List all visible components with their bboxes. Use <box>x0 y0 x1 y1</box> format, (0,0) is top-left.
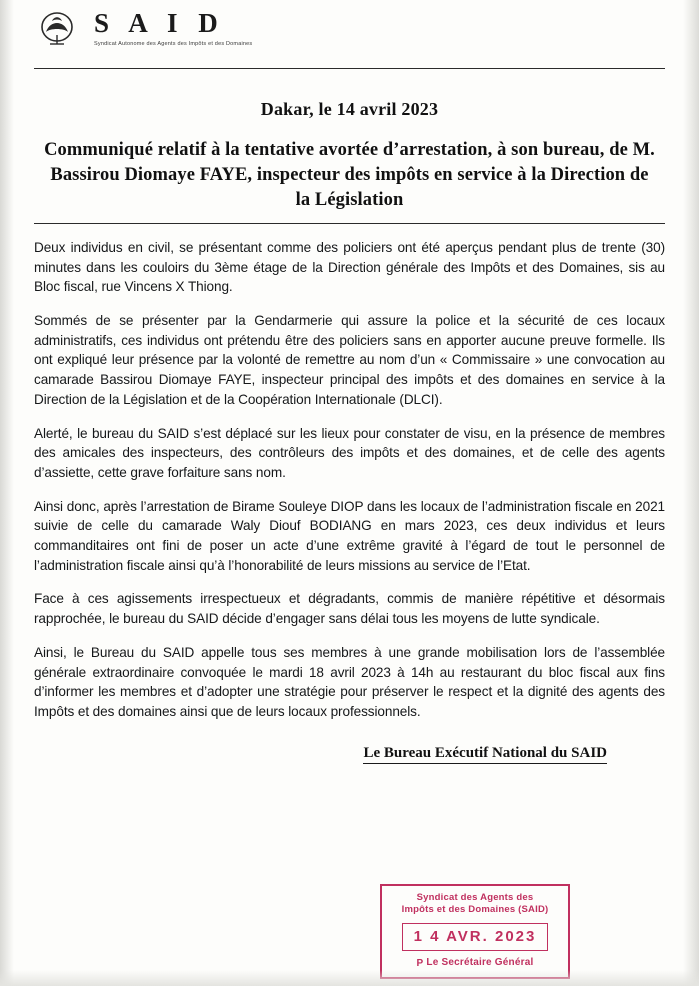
page-edge-bottom <box>0 970 699 986</box>
stamp-footer <box>390 956 560 969</box>
page-title: Communiqué relatif à la tentative avortée d’arrestation, à son bureau, de M. Bassirou Diomaye FAYE, inspecteur des impôts en service à la Direction de la Législation <box>44 140 655 210</box>
paragraph: Sommés de se présenter par la Gendarmerie qui assure la police et la sécurité de ces locaux administratifs, ces individus ont prétendu être des policiers sans en apporter aucune preuve formelle. Ils ont expliqué leur présence par la volonté de remettre au nom d’un « Commissaire » une convocation au camarade Bassirou Diomaye FAYE, inspecteur principal des impôts et des domaines en service à la Direction de la Législation et de la Coopération Internationale (DLCI). <box>34 313 665 407</box>
stamp-border <box>380 884 570 979</box>
signature-block <box>34 744 665 762</box>
official-stamp <box>380 884 570 979</box>
stamp-date: 1 4 AVR. 2023 <box>402 923 548 952</box>
title-divider <box>34 223 665 224</box>
page-edge-left <box>0 0 14 986</box>
letterhead-text <box>94 8 252 47</box>
stamp-line-1: Syndicat des Agents des <box>416 892 534 903</box>
letterhead <box>34 0 665 64</box>
document-body <box>34 238 665 722</box>
stamp-footer-text: Le Secrétaire Général <box>426 957 534 969</box>
dateline: Dakar, le 14 avril 2023 <box>260 99 439 119</box>
paragraph: Face à ces agissements irrespectueux et dégradants, commis de manière répétitive et désormais rapprochée, le bureau du SAID décide d’engager sans délai tous les moyens de lutte syndicale. <box>34 591 665 627</box>
paragraph: Ainsi, le Bureau du SAID appelle tous ses membres à une grande mobilisation lors de l’assemblée générale extraordinaire convoquée le mardi 18 avril 2023 à 14h au restaurant du bloc fiscal aux fins d’informer les membres et d’adopter une stratégie pour préserver le respect et la dignité des agents des Impôts et des domaines ainsi que de leurs locaux professionnels. <box>34 644 665 719</box>
stamp-line-2: Impôts et des Domaines (SAID) <box>401 904 549 916</box>
org-full-name: Syndicat Autonome des Agents des Impôts et des Domaines <box>94 41 253 47</box>
signature-text: Le Bureau Exécutif National du SAID <box>363 745 607 764</box>
stamp-flourish-icon: P <box>416 958 424 970</box>
org-acronym: S A I D <box>94 8 225 38</box>
paragraph: Deux individus en civil, se présentant comme des policiers ont été aperçus pendant plus de trente (30) minutes dans les couloirs du 3ème étage de la Direction générale des Impôts et des Domaines, sis au Bloc fiscal, rue Vincens X Thiong. <box>34 239 665 295</box>
page-edge-right <box>683 0 699 986</box>
paragraph: Ainsi donc, après l’arrestation de Birame Souleye DIOP dans les locaux de l’administration fiscale en 2021 suivie de celle du camarade Waly Diouf BODIANG en mars 2023, ces deux individus et leurs commanditaires ont fini de poser un acte d’une extrême gravité à l’égard de tout le personnel de l’administration fiscale ainsi qu’à l’honorabilité de leurs missions au service de l’Etat. <box>34 498 665 573</box>
header-divider <box>34 68 665 69</box>
emblem-icon <box>34 8 80 50</box>
paragraph: Alerté, le bureau du SAID s’est déplacé sur les lieux pour constater de visu, en la présence de membres des amicales des inspecteurs, des contrôleurs des impôts et des domaines, et de celle des agents d’assiette, cette grave forfaiture sans nom. <box>34 425 665 480</box>
